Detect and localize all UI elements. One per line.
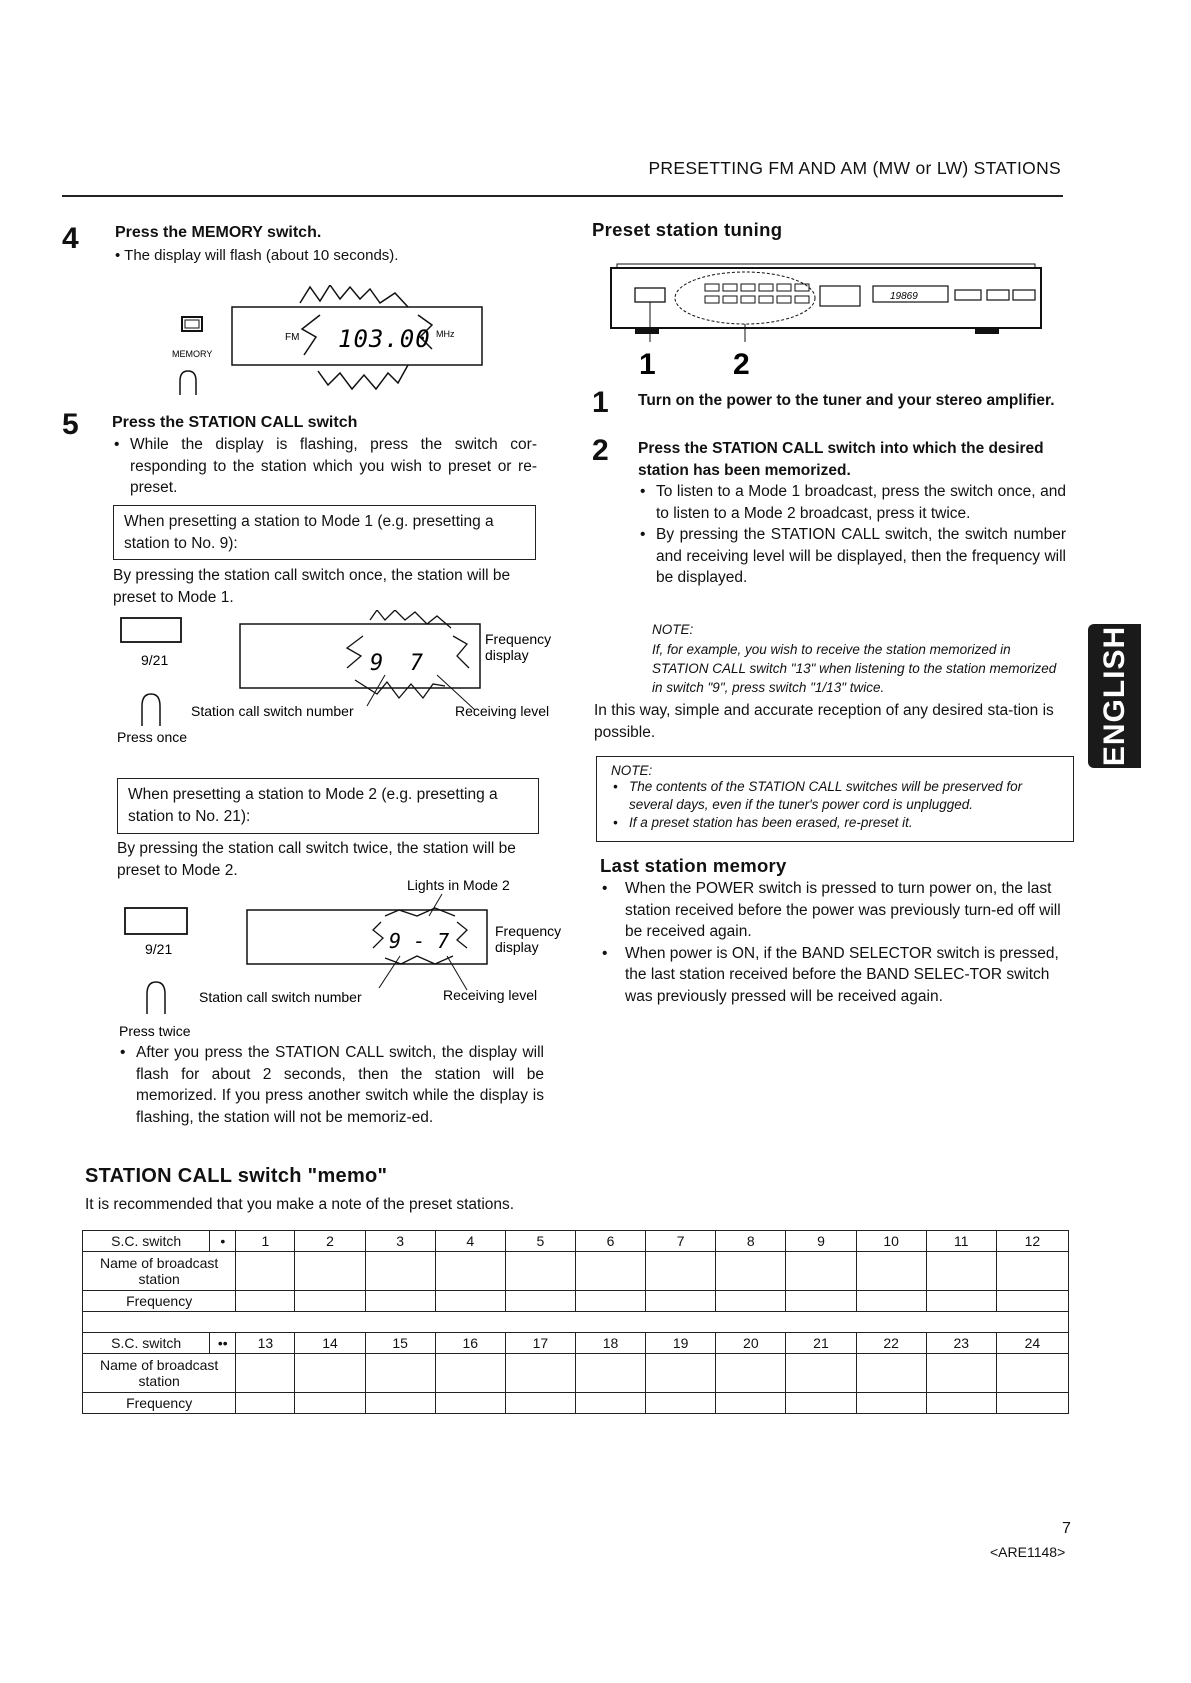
step-5-bullet — [112, 434, 537, 499]
mode-2-receiving-label: Receiving level — [443, 987, 538, 1003]
station-name-cell[interactable] — [365, 1354, 435, 1393]
sc-switch-label: S.C. switch — [83, 1231, 210, 1252]
right-step-2-bullet-2: • By pressing the STATION CALL switch, the switch number and receiving level will be displayed, then the frequency will be displayed. — [638, 524, 1066, 589]
mode-1-box: When presetting a station to Mode 1 (e.g. presetting a station to No. 9): — [113, 505, 536, 560]
last-station-memory-title: Last station memory — [600, 855, 787, 876]
station-name-cell[interactable] — [505, 1252, 575, 1291]
page-number: 7 — [1062, 1520, 1071, 1537]
station-name-cell[interactable] — [926, 1252, 996, 1291]
memo-table — [82, 1230, 1069, 1414]
in-this-way-text: In this way, simple and accurate reception of any desired sta-tion is possible. — [594, 702, 1054, 741]
finger-icon — [180, 371, 196, 395]
frequency-cell[interactable] — [856, 1291, 926, 1312]
frequency-cell[interactable] — [236, 1291, 295, 1312]
frequency-cell[interactable] — [575, 1291, 645, 1312]
switch-number-cell: 9 — [786, 1231, 856, 1252]
switch-number-cell: 6 — [575, 1231, 645, 1252]
station-name-cell[interactable] — [365, 1252, 435, 1291]
memo-spacer-row — [83, 1312, 1069, 1333]
switch-number-cell: 24 — [996, 1333, 1068, 1354]
frequency-label: Frequency — [83, 1393, 236, 1414]
step-4-bullet: • The display will flash (about 10 seconds). — [115, 247, 399, 264]
switch-number-cell: 15 — [365, 1333, 435, 1354]
memo-station-name-row — [83, 1354, 1069, 1393]
station-name-cell[interactable] — [505, 1354, 575, 1393]
station-name-cell[interactable] — [575, 1354, 645, 1393]
switch-number-cell: 3 — [365, 1231, 435, 1252]
frequency-cell[interactable] — [435, 1291, 505, 1312]
station-name-label: Name of broadcast station — [83, 1354, 236, 1393]
station-name-cell[interactable] — [786, 1354, 856, 1393]
mode-2-lights-label: Lights in Mode 2 — [407, 877, 510, 893]
step-4-title: Press the MEMORY switch. — [115, 224, 322, 241]
note-box-item-1: • The contents of the STATION CALL switches will be preserved for several days, even if the tuner's power cord is unplugged. — [611, 778, 1063, 814]
frequency-cell[interactable] — [926, 1393, 996, 1414]
right-step-2-bullet-1: • To listen to a Mode 1 broadcast, press the switch once, and to listen to a Mode 2 broadcast, press it twice. — [638, 481, 1066, 524]
switch-number-cell: 5 — [505, 1231, 575, 1252]
switch-number-cell: 8 — [716, 1231, 786, 1252]
station-name-cell[interactable] — [435, 1354, 505, 1393]
frequency-cell[interactable] — [295, 1393, 365, 1414]
fm-label: FM — [285, 332, 300, 343]
frequency-cell[interactable] — [435, 1393, 505, 1414]
station-name-cell[interactable] — [716, 1252, 786, 1291]
memo-title: STATION CALL switch "memo" — [85, 1165, 388, 1187]
frequency-cell[interactable] — [716, 1291, 786, 1312]
document-code: <ARE1148> — [990, 1544, 1066, 1560]
frequency-cell[interactable] — [236, 1393, 295, 1414]
switch-number-cell: 7 — [646, 1231, 716, 1252]
mode-1-display-readout: 9 7 — [370, 651, 423, 676]
station-name-cell[interactable] — [786, 1252, 856, 1291]
switch-number-cell: 12 — [996, 1231, 1068, 1252]
right-step-1-number: 1 — [592, 386, 609, 419]
after-press-bullet-text: • After you press the STATION CALL switch, the display will flash for about 2 seconds, then the station will be memorized. If you press another switch while the display is flashing, the station will not be memoriz-ed. — [118, 1042, 544, 1128]
switch-number-cell: 10 — [856, 1231, 926, 1252]
switch-number-cell: 18 — [575, 1333, 645, 1354]
switch-number-cell: 4 — [435, 1231, 505, 1252]
mode-2-frequency-label-1: Frequency — [495, 923, 562, 939]
station-name-cell[interactable] — [575, 1252, 645, 1291]
frequency-label: Frequency — [83, 1291, 236, 1312]
english-tab-label: ENGLISH — [1097, 625, 1131, 767]
mode-2-display-readout: 9 - 7 — [389, 929, 450, 953]
freq-readout: 103.00 — [338, 325, 431, 353]
right-step-2-note-text: If, for example, you wish to receive the station memorized in STATION CALL switch "13" when listening to the station memorized in switch "9", press switch "1/13" twice. — [652, 642, 1057, 695]
right-step-2-bullets — [638, 481, 1066, 589]
station-name-cell[interactable] — [996, 1252, 1068, 1291]
switch-number-cell: 23 — [926, 1333, 996, 1354]
after-press-bullet — [118, 1042, 544, 1128]
step-5-number: 5 — [62, 408, 79, 441]
frequency-cell[interactable] — [365, 1291, 435, 1312]
station-name-cell[interactable] — [295, 1354, 365, 1393]
mode-1-switch-label: 9/21 — [141, 652, 169, 668]
frequency-cell[interactable] — [295, 1291, 365, 1312]
station-call-button-shape — [125, 908, 187, 934]
switch-number-cell: 20 — [716, 1333, 786, 1354]
right-step-2-text: Press the STATION CALL switch into which the desired station has been memorized. — [638, 440, 1044, 479]
last-station-memory-list — [600, 878, 1072, 1007]
flash-lines-top — [300, 285, 408, 307]
memo-switch-row — [83, 1231, 1069, 1252]
sc-switch-label: S.C. switch — [83, 1333, 210, 1354]
station-call-button-shape — [121, 618, 181, 642]
frequency-cell[interactable] — [996, 1291, 1068, 1312]
diagram-label-1: 1 — [639, 348, 656, 381]
mode-1-press-label: Press once — [117, 729, 188, 745]
memory-display-diagram — [170, 285, 490, 400]
mode-2-frequency-label-2: display — [495, 939, 539, 955]
switch-number-cell: 21 — [786, 1333, 856, 1354]
frequency-cell[interactable] — [505, 1291, 575, 1312]
mode-1-station-call-label: Station call switch number — [191, 703, 354, 719]
mode-1-frequency-label-2: display — [485, 647, 529, 663]
switch-number-cell: 13 — [236, 1333, 295, 1354]
station-name-cell[interactable] — [236, 1252, 295, 1291]
station-name-cell[interactable] — [646, 1354, 716, 1393]
mode-2-description: By pressing the station call switch twice, the station will be preset to Mode 2. — [117, 840, 516, 879]
mode-2-display-frame — [247, 910, 487, 964]
flash-lines-bottom — [318, 365, 408, 389]
station-name-cell[interactable] — [646, 1252, 716, 1291]
memo-subtitle: It is recommended that you make a note of the preset stations. — [85, 1196, 515, 1213]
mode-marker: • — [210, 1231, 236, 1252]
last-station-item-1: • When the POWER switch is pressed to turn power on, the last station received before the power was previously turn-ed off will be received again. — [600, 878, 1072, 943]
station-name-cell[interactable] — [295, 1252, 365, 1291]
step-4-number: 4 — [62, 222, 79, 255]
frequency-cell[interactable] — [365, 1393, 435, 1414]
mode-marker: •• — [210, 1333, 236, 1354]
frequency-cell[interactable] — [646, 1393, 716, 1414]
frequency-cell[interactable] — [996, 1393, 1068, 1414]
note-box-item-2: • If a preset station has been erased, re-preset it. — [611, 814, 1063, 832]
mode-2-switch-label: 9/21 — [145, 941, 173, 957]
switch-number-cell: 2 — [295, 1231, 365, 1252]
switch-number-cell: 1 — [236, 1231, 295, 1252]
frequency-cell[interactable] — [786, 1291, 856, 1312]
station-name-cell[interactable] — [856, 1354, 926, 1393]
memory-label: MEMORY — [172, 349, 213, 359]
header-rule — [62, 195, 1063, 197]
finger-icon — [147, 982, 165, 1014]
tuner-front-diagram — [605, 262, 1050, 382]
finger-icon — [142, 694, 160, 726]
memo-frequency-row — [83, 1393, 1069, 1414]
tuner-freq-readout: 19869 — [890, 291, 918, 302]
frequency-cell[interactable] — [716, 1393, 786, 1414]
note-box-title: NOTE: — [611, 763, 653, 778]
right-step-2-number: 2 — [592, 434, 609, 467]
step-5-bullet-text: • While the display is flashing, press the switch cor-responding to the station which you wish to preset or re-preset. — [112, 434, 537, 499]
mode-2-diagram — [117, 872, 577, 1042]
mode-1-diagram — [115, 610, 565, 750]
right-step-1-text: Turn on the power to the tuner and your stereo amplifier. — [638, 392, 1055, 409]
station-name-label: Name of broadcast station — [83, 1252, 236, 1291]
frequency-cell[interactable] — [575, 1393, 645, 1414]
station-name-cell[interactable] — [996, 1354, 1068, 1393]
station-name-cell[interactable] — [236, 1354, 295, 1393]
memo-switch-row — [83, 1333, 1069, 1354]
mode-2-box: When presetting a station to Mode 2 (e.g. presetting a station to No. 21): — [117, 778, 539, 834]
english-language-tab — [1088, 624, 1141, 768]
mode-2-press-label: Press twice — [119, 1023, 191, 1039]
tuner-body — [611, 268, 1041, 328]
switch-number-cell: 16 — [435, 1333, 505, 1354]
mode-1-description: By pressing the station call switch once, the station will be preset to Mode 1. — [113, 567, 511, 606]
note-box — [596, 756, 1074, 842]
frequency-cell[interactable] — [856, 1393, 926, 1414]
switch-number-cell: 17 — [505, 1333, 575, 1354]
station-name-cell[interactable] — [435, 1252, 505, 1291]
diagram-label-2: 2 — [733, 348, 750, 381]
switch-number-cell: 22 — [856, 1333, 926, 1354]
last-station-item-2: • When power is ON, if the BAND SELECTOR switch is pressed, the last station received before the BAND SELEC-TOR switch was previously pressed will be received again. — [600, 943, 1072, 1008]
station-call-buttons — [705, 284, 809, 303]
frequency-cell[interactable] — [786, 1393, 856, 1414]
preset-station-tuning-title: Preset station tuning — [592, 219, 783, 240]
station-name-cell[interactable] — [926, 1354, 996, 1393]
right-step-2-note-title: NOTE: — [652, 622, 694, 637]
page-header-title: PRESETTING FM AND AM (MW or LW) STATIONS — [648, 158, 1061, 178]
switch-number-cell: 11 — [926, 1231, 996, 1252]
mode-1-frequency-label-1: Frequency — [485, 631, 552, 647]
frequency-cell[interactable] — [646, 1291, 716, 1312]
mode-1-receiving-label: Receiving level — [455, 703, 550, 719]
switch-number-cell: 19 — [646, 1333, 716, 1354]
memo-frequency-row — [83, 1291, 1069, 1312]
frequency-cell[interactable] — [505, 1393, 575, 1414]
memo-station-name-row — [83, 1252, 1069, 1291]
step-4-bullet-text: The display will flash (about 10 seconds). — [124, 247, 399, 264]
step-5-title: Press the STATION CALL switch — [112, 414, 358, 431]
mode-2-station-call-label: Station call switch number — [199, 989, 362, 1005]
frequency-cell[interactable] — [926, 1291, 996, 1312]
mhz-label: MHz — [436, 329, 455, 339]
station-name-cell[interactable] — [716, 1354, 786, 1393]
switch-number-cell: 14 — [295, 1333, 365, 1354]
power-switch-shape — [635, 288, 665, 302]
station-name-cell[interactable] — [856, 1252, 926, 1291]
